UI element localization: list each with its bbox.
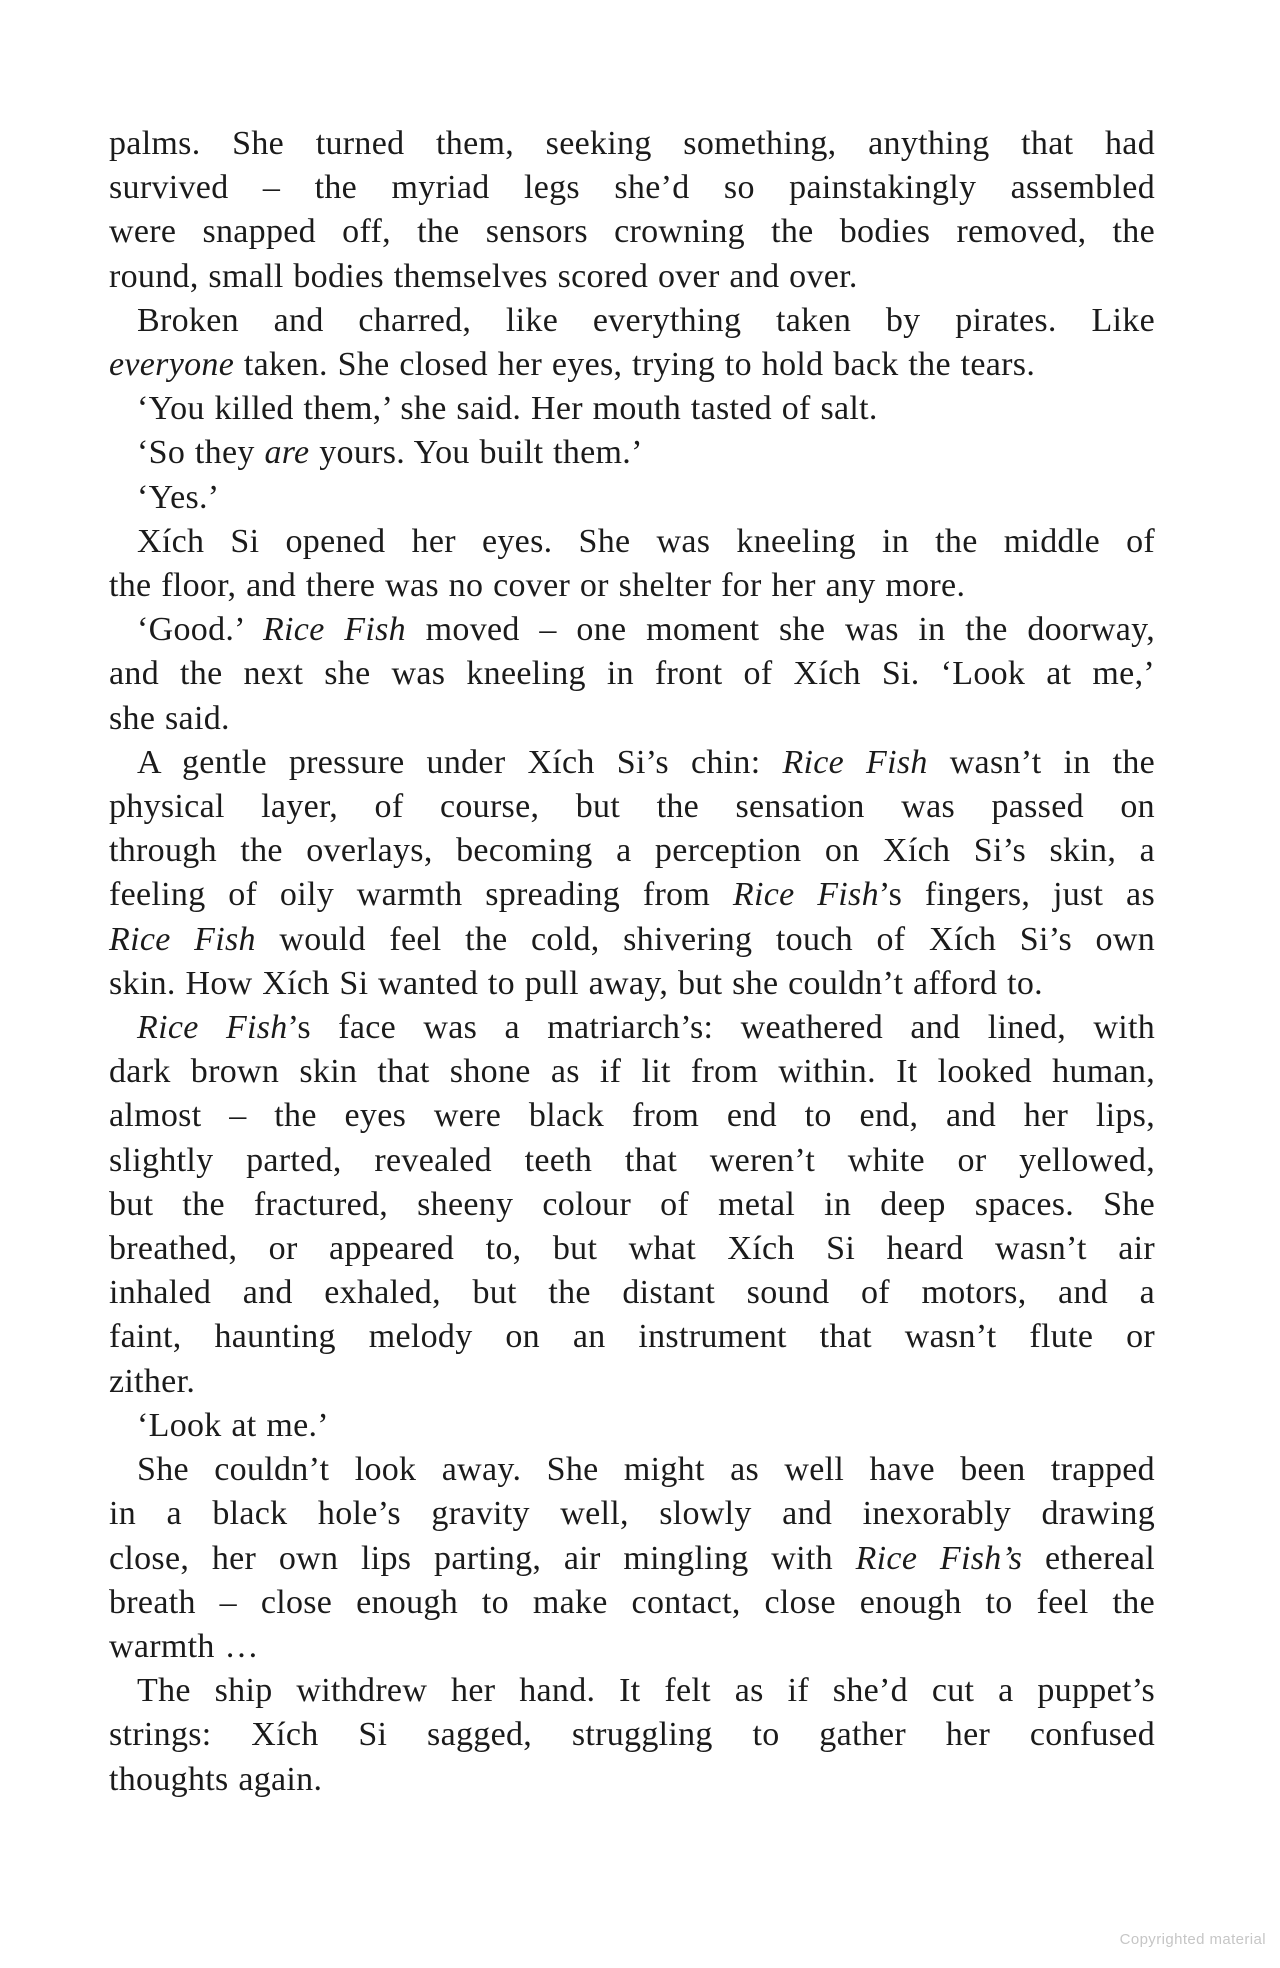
text-segment: round, small bodies themselves scored over and over. — [109, 257, 858, 295]
page-text — [109, 122, 1155, 1802]
text-segment: dark brown skin that shone as if lit from within. It looked human, — [109, 1053, 1155, 1091]
text-line — [109, 1625, 1155, 1669]
text-line — [109, 299, 1155, 343]
text-line — [109, 1581, 1155, 1625]
text-segment: taken. She closed her eyes, trying to hold back the tears. — [234, 346, 1036, 384]
text-segment: survived – the myriad legs she’d so painstakingly assembled — [109, 169, 1155, 207]
text-line — [109, 1094, 1155, 1138]
text-segment: ethereal — [1022, 1539, 1155, 1577]
italic-text-segment: Rice Fish — [137, 1009, 288, 1047]
text-segment: ‘So they — [137, 434, 265, 472]
text-line — [109, 1448, 1155, 1492]
italic-text-segment: Rice Fish — [109, 920, 256, 958]
italic-text-segment: Rice Fish — [782, 743, 928, 781]
text-line — [109, 962, 1155, 1006]
text-line — [109, 873, 1155, 917]
text-segment: yours. You built them.’ — [309, 434, 643, 472]
italic-text-segment: everyone — [109, 346, 235, 384]
italic-text-segment: Rice Fish — [732, 876, 879, 914]
text-line — [109, 1006, 1155, 1050]
text-line — [109, 1271, 1155, 1315]
text-segment: through the overlays, becoming a perception on Xích Si’s skin, a — [109, 832, 1155, 870]
text-segment: breath – close enough to make contact, close enough to feel the — [109, 1583, 1155, 1621]
text-segment: were snapped off, the sensors crowning the bodies removed, the — [109, 213, 1155, 251]
text-line — [109, 1315, 1155, 1359]
text-segment: Xích Si opened her eyes. She was kneeling in the middle of — [137, 522, 1155, 560]
text-segment: almost – the eyes were black from end to end, and her lips, — [109, 1097, 1155, 1135]
text-line — [109, 1227, 1155, 1271]
italic-text-segment: Rice Fish’s — [855, 1539, 1023, 1577]
text-line — [109, 918, 1155, 962]
text-segment: ‘You killed them,’ she said. Her mouth tasted of salt. — [137, 390, 878, 428]
text-segment: ‘Look at me.’ — [137, 1406, 329, 1444]
text-segment: A gentle pressure under Xích Si’s chin: — [137, 743, 783, 781]
text-segment: ‘Good.’ — [137, 611, 263, 649]
text-line — [109, 1404, 1155, 1448]
text-line — [109, 1758, 1155, 1802]
text-line — [109, 564, 1155, 608]
text-segment: but the fractured, sheeny colour of metal in deep spaces. She — [109, 1185, 1155, 1223]
text-segment: inhaled and exhaled, but the distant sound of motors, and a — [109, 1274, 1155, 1312]
text-segment: wasn’t in the — [927, 743, 1156, 781]
text-segment: the floor, and there was no cover or shelter for her any more. — [109, 567, 966, 605]
text-line — [109, 255, 1155, 299]
text-line — [109, 343, 1155, 387]
text-segment: feeling of oily warmth spreading from — [109, 876, 733, 914]
text-line — [109, 785, 1155, 829]
italic-text-segment: are — [264, 434, 310, 472]
text-segment: ’s fingers, just as — [878, 876, 1155, 914]
text-segment: and the next she was kneeling in front of Xích Si. ‘Look at me,’ — [109, 655, 1155, 693]
text-line — [109, 1050, 1155, 1094]
text-line — [109, 1492, 1155, 1536]
text-line — [109, 210, 1155, 254]
text-segment: faint, haunting melody on an instrument that wasn’t flute or — [109, 1318, 1155, 1356]
italic-text-segment: Rice Fish — [262, 611, 406, 649]
text-segment: breathed, or appeared to, but what Xích Si heard wasn’t air — [109, 1230, 1155, 1268]
text-segment: palms. She turned them, seeking something, anything that had — [109, 125, 1155, 162]
text-line — [109, 608, 1155, 652]
text-line — [109, 1360, 1155, 1404]
text-line — [109, 520, 1155, 564]
text-line — [109, 1713, 1155, 1757]
text-line — [109, 829, 1155, 873]
text-line — [109, 741, 1155, 785]
text-line — [109, 1669, 1155, 1713]
text-segment: thoughts again. — [109, 1760, 323, 1798]
text-segment: moved – one moment she was in the doorway, — [405, 611, 1155, 649]
copyright-watermark: Copyrighted material — [1119, 1931, 1266, 1948]
text-line — [109, 1139, 1155, 1183]
text-segment: warmth … — [109, 1627, 259, 1665]
text-segment: slightly parted, revealed teeth that weren’t white or yellowed, — [109, 1141, 1155, 1179]
text-line — [109, 431, 1155, 475]
text-line — [109, 122, 1155, 166]
text-line — [109, 166, 1155, 210]
text-segment: would feel the cold, shivering touch of Xích Si’s own — [255, 920, 1155, 958]
text-segment: ‘Yes.’ — [137, 478, 220, 516]
text-segment: skin. How Xích Si wanted to pull away, but she couldn’t afford to. — [109, 964, 1043, 1002]
text-line — [109, 1537, 1155, 1581]
text-line — [109, 1183, 1155, 1227]
text-segment: The ship withdrew her hand. It felt as if she’d cut a puppet’s — [137, 1672, 1155, 1710]
text-segment: ’s face was a matriarch’s: weathered and lined, with — [287, 1009, 1155, 1047]
text-segment: she said. — [109, 699, 230, 737]
text-line — [109, 652, 1155, 696]
text-segment: close, her own lips parting, air mingling with — [109, 1539, 856, 1577]
text-line — [109, 697, 1155, 741]
text-line — [109, 476, 1155, 520]
text-line — [109, 387, 1155, 431]
text-segment: in a black hole’s gravity well, slowly and inexorably drawing — [109, 1495, 1155, 1533]
text-segment: Broken and charred, like everything taken by pirates. Like — [137, 301, 1155, 339]
text-segment: zither. — [109, 1362, 196, 1400]
text-segment: strings: Xích Si sagged, struggling to gather her confused — [109, 1716, 1155, 1754]
text-segment: She couldn’t look away. She might as well have been trapped — [137, 1451, 1155, 1489]
text-segment: physical layer, of course, but the sensation was passed on — [109, 788, 1155, 826]
